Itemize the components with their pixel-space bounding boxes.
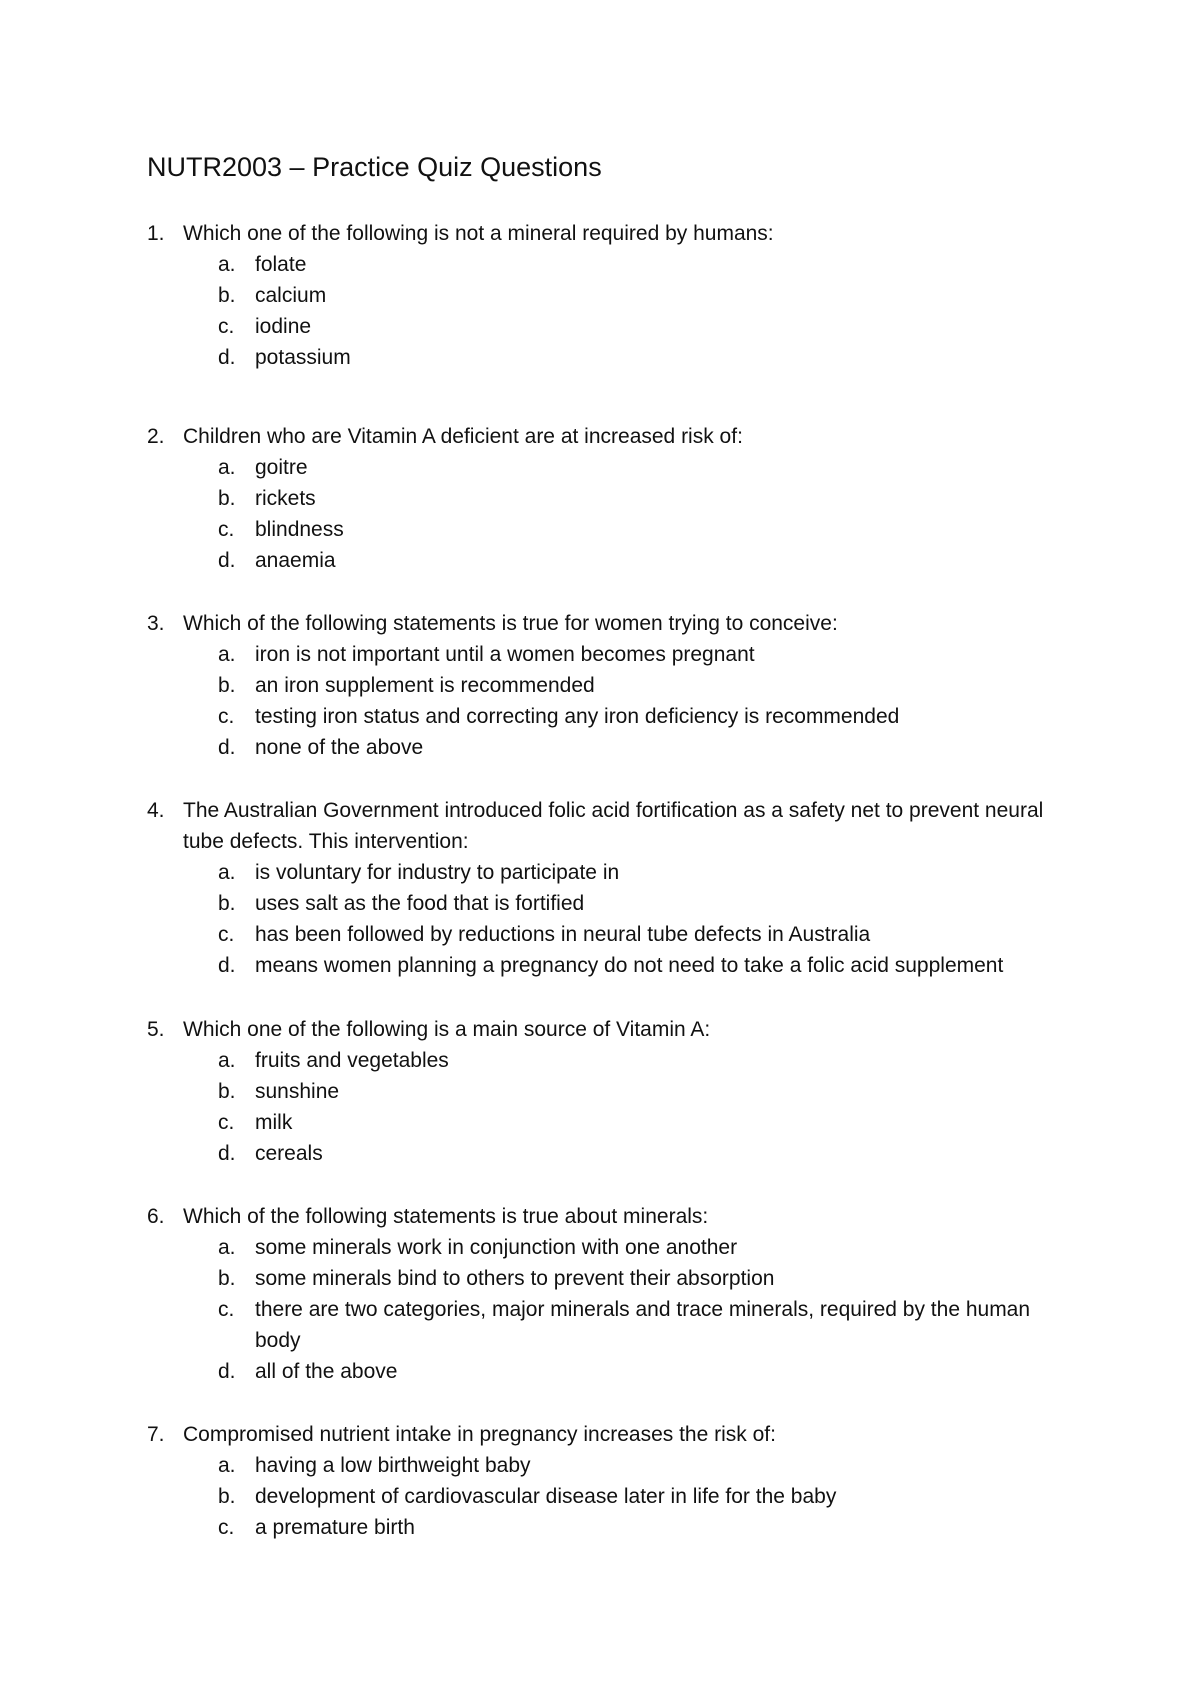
option-letter: c. [218, 315, 235, 338]
question-number: 2. [147, 425, 165, 448]
option-text: is voluntary for industry to participate in [255, 861, 620, 884]
question-text [147, 421, 1077, 452]
option-letter: d. [218, 736, 236, 759]
question-stem: Which one of the following is not a mineral required by humans: [183, 222, 774, 245]
option-c [147, 1512, 1077, 1543]
option-letter: d. [218, 954, 236, 977]
option-d [147, 545, 1077, 576]
question-3 [147, 608, 1077, 763]
question-text [147, 218, 1077, 249]
option-c [147, 1107, 1077, 1138]
option-a [147, 249, 1077, 280]
question-stem: Which of the following statements is true about minerals: [183, 1205, 709, 1228]
option-letter: b. [218, 487, 236, 510]
option-d [147, 1138, 1077, 1169]
option-c [147, 919, 1077, 950]
question-number: 6. [147, 1205, 165, 1228]
question-number: 1. [147, 222, 165, 245]
option-text: there are two categories, major minerals and trace minerals, required by the human body [255, 1298, 1031, 1352]
question-text [147, 608, 1077, 639]
option-letter: b. [218, 1485, 236, 1508]
question-number: 5. [147, 1018, 165, 1041]
question-1 [147, 218, 1077, 373]
question-number: 7. [147, 1423, 165, 1446]
option-c [147, 514, 1077, 545]
option-letter: d. [218, 549, 236, 572]
option-letter: c. [218, 1111, 235, 1134]
option-a [147, 639, 1077, 670]
question-text [147, 795, 1077, 857]
question-stem: Which of the following statements is true for women trying to conceive: [183, 612, 838, 635]
option-letter: b. [218, 1080, 236, 1103]
option-text: iodine [255, 315, 312, 338]
option-a [147, 452, 1077, 483]
question-text [147, 1014, 1077, 1045]
option-text: milk [255, 1111, 293, 1134]
option-text: means women planning a pregnancy do not need to take a folic acid supplement [255, 954, 1004, 977]
option-letter: c. [218, 705, 235, 728]
option-letter: b. [218, 1267, 236, 1290]
question-text [147, 1419, 1077, 1450]
option-text: iron is not important until a women becomes pregnant [255, 643, 755, 666]
option-letter: d. [218, 346, 236, 369]
option-text: rickets [255, 487, 316, 510]
option-text: some minerals work in conjunction with one another [255, 1236, 738, 1259]
option-text: anaemia [255, 549, 336, 572]
option-b [147, 1076, 1077, 1107]
question-stem: The Australian Government introduced folic acid fortification as a safety net to prevent neural tube defects. This intervention: [183, 799, 1044, 853]
option-text: some minerals bind to others to prevent their absorption [255, 1267, 775, 1290]
option-letter: c. [218, 923, 235, 946]
option-letter: d. [218, 1142, 236, 1165]
option-b [147, 888, 1077, 919]
option-a [147, 1045, 1077, 1076]
option-letter: c. [218, 518, 235, 541]
option-d [147, 950, 1077, 981]
option-text: development of cardiovascular disease later in life for the baby [255, 1485, 837, 1508]
option-b [147, 670, 1077, 701]
option-letter: b. [218, 674, 236, 697]
option-b [147, 483, 1077, 514]
question-stem: Which one of the following is a main source of Vitamin A: [183, 1018, 711, 1041]
option-letter: c. [218, 1298, 235, 1321]
option-letter: a. [218, 643, 236, 666]
option-text: cereals [255, 1142, 323, 1165]
option-a [147, 1450, 1077, 1481]
option-text: sunshine [255, 1080, 340, 1103]
option-text: fruits and vegetables [255, 1049, 449, 1072]
option-letter: a. [218, 1236, 236, 1259]
option-text: a premature birth [255, 1516, 415, 1539]
option-c [147, 311, 1077, 342]
option-letter: a. [218, 456, 236, 479]
option-letter: a. [218, 861, 236, 884]
option-letter: c. [218, 1516, 235, 1539]
option-letter: b. [218, 892, 236, 915]
option-b [147, 1481, 1077, 1512]
option-d [147, 732, 1077, 763]
option-b [147, 280, 1077, 311]
option-a [147, 1232, 1077, 1263]
option-letter: b. [218, 284, 236, 307]
question-7 [147, 1419, 1077, 1543]
option-letter: a. [218, 1454, 236, 1477]
option-a [147, 857, 1077, 888]
question-number: 4. [147, 799, 165, 822]
option-text: testing iron status and correcting any iron deficiency is recommended [255, 705, 900, 728]
option-text: folate [255, 253, 307, 276]
option-letter: a. [218, 253, 236, 276]
question-6 [147, 1201, 1077, 1387]
option-text: all of the above [255, 1360, 398, 1383]
option-text: blindness [255, 518, 344, 541]
option-d [147, 342, 1077, 373]
option-b [147, 1263, 1077, 1294]
option-text: an iron supplement is recommended [255, 674, 595, 697]
option-text: goitre [255, 456, 308, 479]
option-text: calcium [255, 284, 327, 307]
question-2 [147, 421, 1077, 576]
question-text [147, 1201, 1077, 1232]
option-text: uses salt as the food that is fortified [255, 892, 585, 915]
option-text: having a low birthweight baby [255, 1454, 531, 1477]
option-text: potassium [255, 346, 351, 369]
question-5 [147, 1014, 1077, 1169]
option-c [147, 701, 1077, 732]
question-stem: Compromised nutrient intake in pregnancy increases the risk of: [183, 1423, 776, 1446]
option-letter: d. [218, 1360, 236, 1383]
option-text: has been followed by reductions in neural tube defects in Australia [255, 923, 871, 946]
option-letter: a. [218, 1049, 236, 1072]
option-c [147, 1294, 1077, 1356]
question-4 [147, 795, 1077, 981]
option-d [147, 1356, 1077, 1387]
question-number: 3. [147, 612, 165, 635]
option-text: none of the above [255, 736, 424, 759]
document-title: NUTR2003 – Practice Quiz Questions [147, 152, 602, 182]
question-stem: Children who are Vitamin A deficient are at increased risk of: [183, 425, 743, 448]
